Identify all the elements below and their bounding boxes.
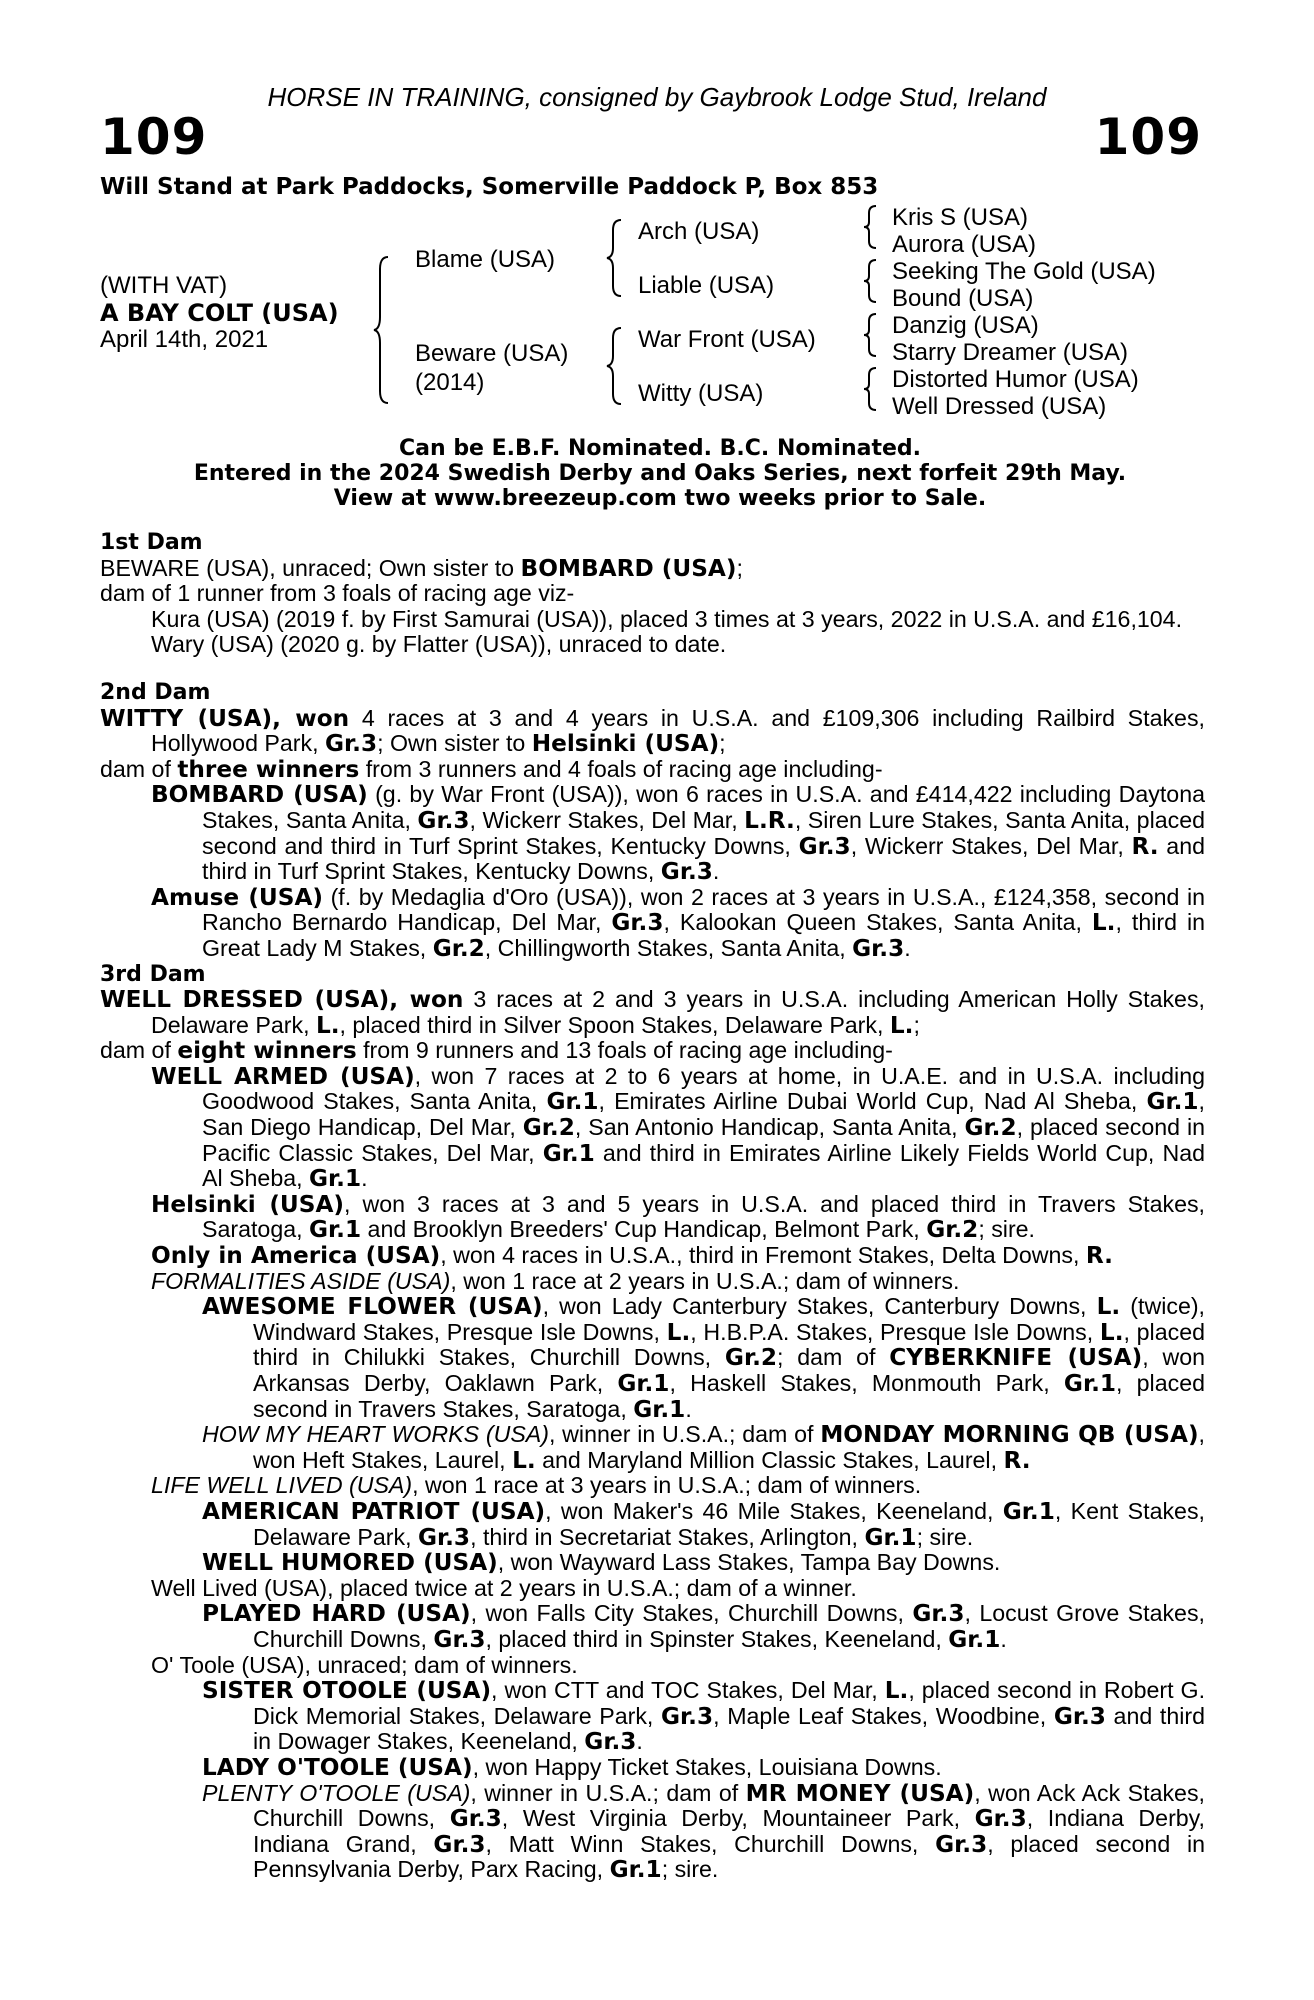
foaling-date: April 14th, 2021 xyxy=(100,326,269,353)
first-dam-entry: BEWARE (USA), unraced; Own sister to BOMBARD (USA); xyxy=(100,554,743,582)
brace-3a xyxy=(862,204,878,250)
produce-entry: Only in America (USA), won 4 races in U.S.A., third in Fremont Stakes, Delta Downs, R. xyxy=(151,1242,1113,1270)
produce-entry: WELL HUMORED (USA), won Wayward Lass Stakes, Tampa Bay Downs. xyxy=(202,1549,1001,1577)
produce-entry: Amuse (USA) (f. by Medaglia d'Oro (USA)), won 2 races at 3 years in U.S.A., £124,358, second in Rancho Bernardo Handicap, Del Mar, Gr.3, Kalookan Queen Stakes, Santa Anita, L., third in Great Lady M Stakes, Gr.2, Chillingworth Stakes, Santa Anita, Gr.3. xyxy=(151,883,1206,962)
sire-dam-sire: Seeking The Gold (USA) xyxy=(892,258,1156,285)
second-dam-entry: WITTY (USA), won 4 races at 3 and 4 years in U.S.A. and £109,306 including Railbird Stakes, Hollywood Park, Gr.3; Own sister to Helsinki (USA); xyxy=(100,704,1205,758)
vat-note: (WITH VAT) xyxy=(100,272,228,299)
brace-2a xyxy=(605,218,623,298)
dam-sire-dam: Starry Dreamer (USA) xyxy=(892,339,1129,366)
sire-sire-sire: Kris S (USA) xyxy=(892,204,1029,231)
first-dam-heading: 1st Dam xyxy=(100,530,203,555)
sire-dam: Liable (USA) xyxy=(638,272,775,299)
dam-sire-sire: Danzig (USA) xyxy=(892,312,1039,339)
entry-note: Entered in the 2024 Swedish Derby and Oaks Series, next forfeit 29th May. xyxy=(193,461,1127,486)
dam-line xyxy=(100,530,1205,1883)
produce-entry: WELL ARMED (USA), won 7 races at 2 to 6 years at home, in U.A.E. and in U.S.A. including Goodwood Stakes, Santa Anita, Gr.1, Emirates Airline Dubai World Cup, Nad Al Sheba, Gr.1, San Diego Handicap, Del Mar, Gr.2, San Antonio Handicap, Santa Anita, Gr.2, placed second in Pacific Classic Stakes, Del Mar, Gr.1 and third in Emirates Airline Likely Fields World Cup, Nad Al Sheba, Gr.1. xyxy=(151,1062,1205,1193)
produce-entry: HOW MY HEART WORKS (USA), winner in U.S.A.; dam of MONDAY MORNING QB (USA), won Heft Stakes, Laurel, L. and Maryland Million Classic Stakes, Laurel, R. xyxy=(202,1421,1205,1474)
produce-entry: Well Lived (USA), placed twice at 2 years in U.S.A.; dam of a winner. xyxy=(151,1574,857,1601)
stand-location: Will Stand at Park Paddocks, Somerville Paddock P, Box 853 xyxy=(100,174,879,200)
sire-sire-dam: Aurora (USA) xyxy=(892,231,1037,258)
produce-entry: LADY O'TOOLE (USA), won Happy Ticket Stakes, Louisiana Downs. xyxy=(202,1753,942,1781)
horse-name: A BAY COLT (USA) xyxy=(100,299,339,327)
horse-name: BOMBARD (USA) xyxy=(520,554,737,582)
brace-3c xyxy=(862,312,878,358)
produce-entry: AMERICAN PATRIOT (USA), won Maker's 46 Mile Stakes, Keeneland, Gr.1, Kent Stakes, Delaware Park, Gr.3, third in Secretariat Stakes, Arlington, Gr.1; sire. xyxy=(202,1497,1205,1551)
dam: Beware (USA) xyxy=(415,340,569,367)
third-dam-heading: 3rd Dam xyxy=(100,961,206,987)
produce-entry: PLAYED HARD (USA), won Falls City Stakes, Churchill Downs, Gr.3, Locust Grove Stakes, Churchill Downs, Gr.3, placed third in Spinster Stakes, Keeneland, Gr.1. xyxy=(202,1600,1205,1653)
lot-number-right: 109 xyxy=(1094,108,1202,166)
brace-1 xyxy=(372,255,390,405)
produce-summary: dam of three winners from 3 runners and 4 foals of racing age including- xyxy=(100,755,883,783)
produce-entry: Wary (USA) (2020 g. by Flatter (USA)), unraced to date. xyxy=(151,631,727,658)
produce-summary: dam of 1 runner from 3 foals of racing age viz- xyxy=(100,580,575,607)
second-dam-heading: 2nd Dam xyxy=(100,679,211,705)
dam-year: (2014) xyxy=(415,369,485,396)
produce-entry: O' Toole (USA), unraced; dam of winners. xyxy=(151,1651,578,1678)
produce-summary: dam of eight winners from 9 runners and 13 foals of racing age including- xyxy=(100,1037,893,1065)
produce-entry: BOMBARD (USA) (g. by War Front (USA)), won 6 races in U.S.A. and £414,422 including Daytona Stakes, Santa Anita, Gr.3, Wickerr Stakes, Del Mar, L.R., Siren Lure Stakes, Santa Anita, placed second and third in Turf Sprint Stakes, Kentucky Downs, Gr.3, Wickerr Stakes, Del Mar, R. and third in Turf Sprint Stakes, Kentucky Downs, Gr.3. xyxy=(151,781,1206,886)
brace-3b xyxy=(862,258,878,304)
dam-dam: Witty (USA) xyxy=(638,380,764,407)
brace-3d xyxy=(862,366,878,412)
horse-name: BEWARE (USA) xyxy=(100,554,270,581)
produce-entry: Helsinki (USA), won 3 races at 3 and 5 years in U.S.A. and placed third in Travers Stakes, Saratoga, Gr.1 and Brooklyn Breeders' Cup Handicap, Belmont Park, Gr.2; sire. xyxy=(151,1190,1205,1244)
produce-entry: AWESOME FLOWER (USA), won Lady Canterbury Stakes, Canterbury Downs, L. (twice), Windward Stakes, Presque Isle Downs, L., H.B.P.A. Stakes, Presque Isle Downs, L., placed third in Chilukki Stakes, Churchill Downs, Gr.2; dam of CYBERKNIFE (USA), won Arkansas Derby, Oaklawn Park, Gr.1, Haskell Stakes, Monmouth Park, Gr.1, placed second in Travers Stakes, Saratoga, Gr.1. xyxy=(202,1293,1206,1423)
dam-dam-sire: Distorted Humor (USA) xyxy=(892,366,1139,393)
sire-dam-dam: Bound (USA) xyxy=(892,285,1034,312)
viewing-note: View at www.breezeup.com two weeks prior to Sale. xyxy=(333,486,987,511)
lot-number-left: 109 xyxy=(100,108,208,166)
sire: Blame (USA) xyxy=(415,246,556,273)
dam-dam-dam: Well Dressed (USA) xyxy=(892,393,1107,420)
produce-entry: PLENTY O'TOOLE (USA), winner in U.S.A.; dam of MR MONEY (USA), won Ack Ack Stakes, Churchill Downs, Gr.3, West Virginia Derby, Mountaineer Park, Gr.3, Indiana Derby, Indiana Grand, Gr.3, Matt Winn Stakes, Churchill Downs, Gr.3, placed second in Pennsylvania Derby, Parx Racing, Gr.1; sire. xyxy=(202,1779,1206,1884)
produce-entry: SISTER OTOOLE (USA), won CTT and TOC Stakes, Del Mar, L., placed second in Robert G. Dick Memorial Stakes, Delaware Park, Gr.3, Maple Leaf Stakes, Woodbine, Gr.3 and third in Dowager Stakes, Keeneland, Gr.3. xyxy=(202,1677,1206,1756)
produce-entry: Kura (USA) (2019 f. by First Samurai (USA)), placed 3 times at 3 years, 2022 in U.S.A. and £16,104. xyxy=(151,605,1183,632)
produce-entry: FORMALITIES ASIDE (USA), won 1 race at 2 years in U.S.A.; dam of winners. xyxy=(151,1267,960,1294)
sire-sire: Arch (USA) xyxy=(638,218,760,245)
nomination-note: Can be E.B.F. Nominated. B.C. Nominated. xyxy=(399,436,921,461)
brace-2b xyxy=(605,326,623,406)
consignment-line: HORSE IN TRAINING, consigned by Gaybrook Lodge Stud, Ireland xyxy=(267,82,1047,112)
third-dam-entry: WELL DRESSED (USA), won 3 races at 2 and 3 years in U.S.A. including American Holly Stakes, Delaware Park, L., placed third in Silver Spoon Stakes, Delaware Park, L.; xyxy=(100,986,1205,1039)
produce-entry: LIFE WELL LIVED (USA), won 1 race at 3 years in U.S.A.; dam of winners. xyxy=(151,1472,922,1499)
dam-sire: War Front (USA) xyxy=(638,326,816,353)
